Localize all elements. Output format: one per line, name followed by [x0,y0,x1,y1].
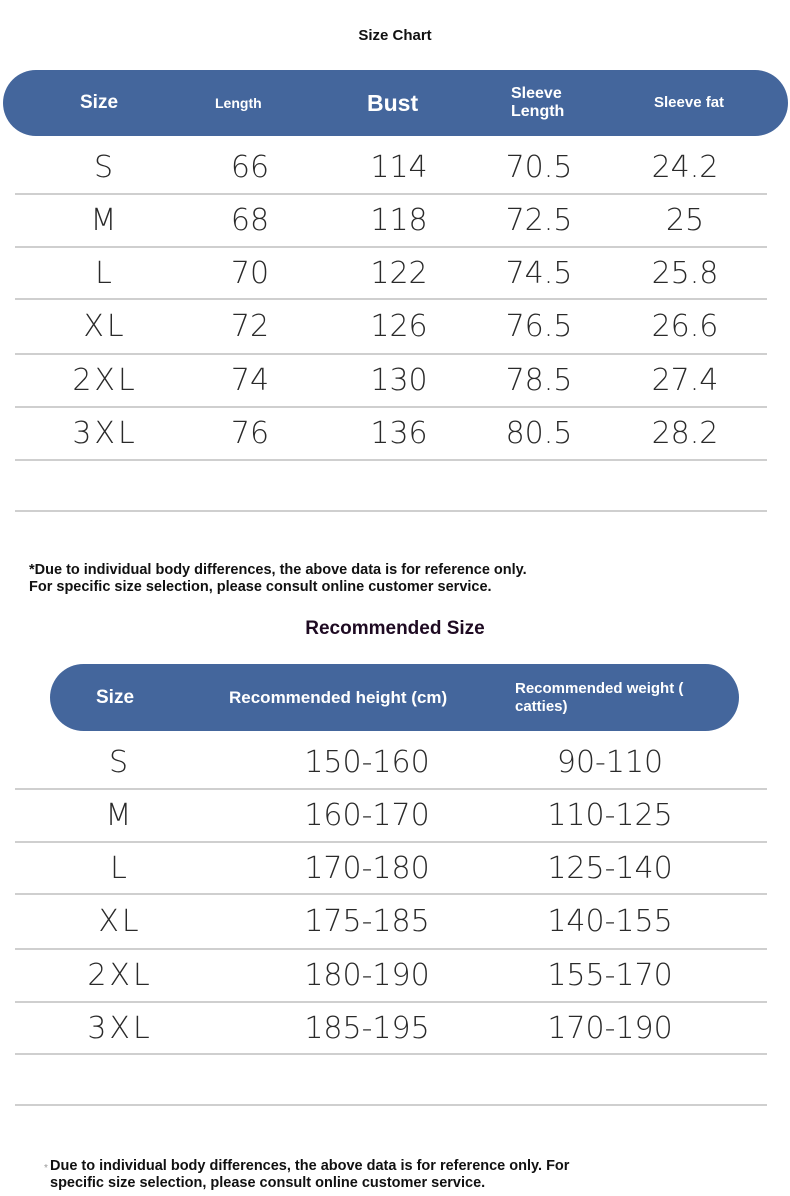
sleeve-fat-cell: 26.6 [651,309,719,344]
table-row [15,895,767,950]
table-row [15,355,767,408]
size-cell: XL [83,309,127,344]
sleeve-length-cell: 74.5 [505,255,573,291]
sleeve-fat-cell: 24.2 [651,149,719,185]
header-size: Size [96,686,135,708]
length-cell: 68 [230,203,270,238]
size-cell: 2XL [87,958,153,993]
size-cell: 3XL [72,416,138,451]
sleeve-fat-cell: 28.2 [651,416,719,451]
length-cell: 74 [230,363,270,398]
height-cell: 180-190 [304,958,430,993]
height-cell: 185-195 [304,1010,430,1046]
sleeve-length-cell: 78.5 [505,363,573,398]
size-cell: M [105,798,135,833]
sleeve-length-cell: 72.5 [505,203,573,238]
header-bust: Bust [367,89,419,116]
table-row [15,248,767,300]
weight-cell: 90-110 [556,744,664,780]
table-row [15,1003,767,1055]
size-cell: 3XL [87,1010,153,1046]
sleeve-length-cell: 76.5 [505,309,573,344]
header-length: Length [215,94,262,111]
table-row [15,300,767,355]
bust-cell: 136 [370,416,428,451]
table-row [15,950,767,1003]
note-line: Due to individual body differences, the above data is for reference only. For [50,1158,570,1174]
size-cell: S [108,744,132,780]
size-chart-header [3,70,788,136]
length-cell: 76 [230,416,270,451]
note-line: specific size selection, please consult online customer service. [50,1175,486,1191]
recommended-size-note [50,1158,569,1192]
sleeve-length-cell: 70.5 [505,149,573,185]
table-row-empty [15,1055,767,1106]
length-cell: 70 [230,255,270,291]
size-cell: M [90,203,120,238]
bust-cell: 114 [370,149,428,185]
size-cell: S [93,149,117,185]
size-cell: XL [98,904,142,939]
note-line: *Due to individual body differences, the above data is for reference only. [29,562,527,578]
sleeve-length-cell: 80.5 [505,416,573,451]
bust-cell: 122 [370,255,428,291]
length-cell: 66 [230,149,270,185]
weight-cell: 170-190 [547,1010,673,1046]
height-cell: 150-160 [304,744,430,780]
height-cell: 175-185 [304,904,430,939]
weight-cell: 155-170 [547,958,673,993]
table-row [15,843,767,895]
bust-cell: 130 [370,363,428,398]
header-sleeve-fat: Sleeve fat [654,94,725,112]
note-asterisk: * [44,1163,48,1174]
sleeve-fat-cell: 25.8 [651,255,719,291]
table-row [15,790,767,843]
recommended-size-header [50,664,739,731]
bust-cell: 126 [370,309,428,344]
note-line: For specific size selection, please consult online customer service. [29,579,492,595]
header-size: Size [80,92,119,114]
size-cell: L [95,255,115,291]
recommended-size-title: Recommended Size [305,618,485,639]
weight-cell: 110-125 [547,798,673,833]
height-cell: 160-170 [304,798,430,833]
weight-cell: 140-155 [547,904,673,939]
sleeve-fat-cell: 25 [665,203,705,238]
table-row [15,195,767,248]
bust-cell: 118 [370,203,428,238]
size-cell: 2XL [72,363,138,398]
table-row [15,736,767,790]
size-chart-note [29,562,527,596]
table-row-empty [15,461,767,512]
size-chart-title: Size Chart [358,27,432,44]
header-recommended-weight: Recommended weight ( catties) [515,680,684,715]
height-cell: 170-180 [304,850,430,886]
table-row [15,141,767,195]
size-cell: L [110,850,130,886]
sleeve-fat-cell: 27.4 [651,363,719,398]
length-cell: 72 [230,309,270,344]
header-sleeve-length: Sleeve Length [511,84,565,120]
header-recommended-height: Recommended height (cm) [229,687,448,707]
weight-cell: 125-140 [547,850,673,886]
table-row [15,408,767,461]
